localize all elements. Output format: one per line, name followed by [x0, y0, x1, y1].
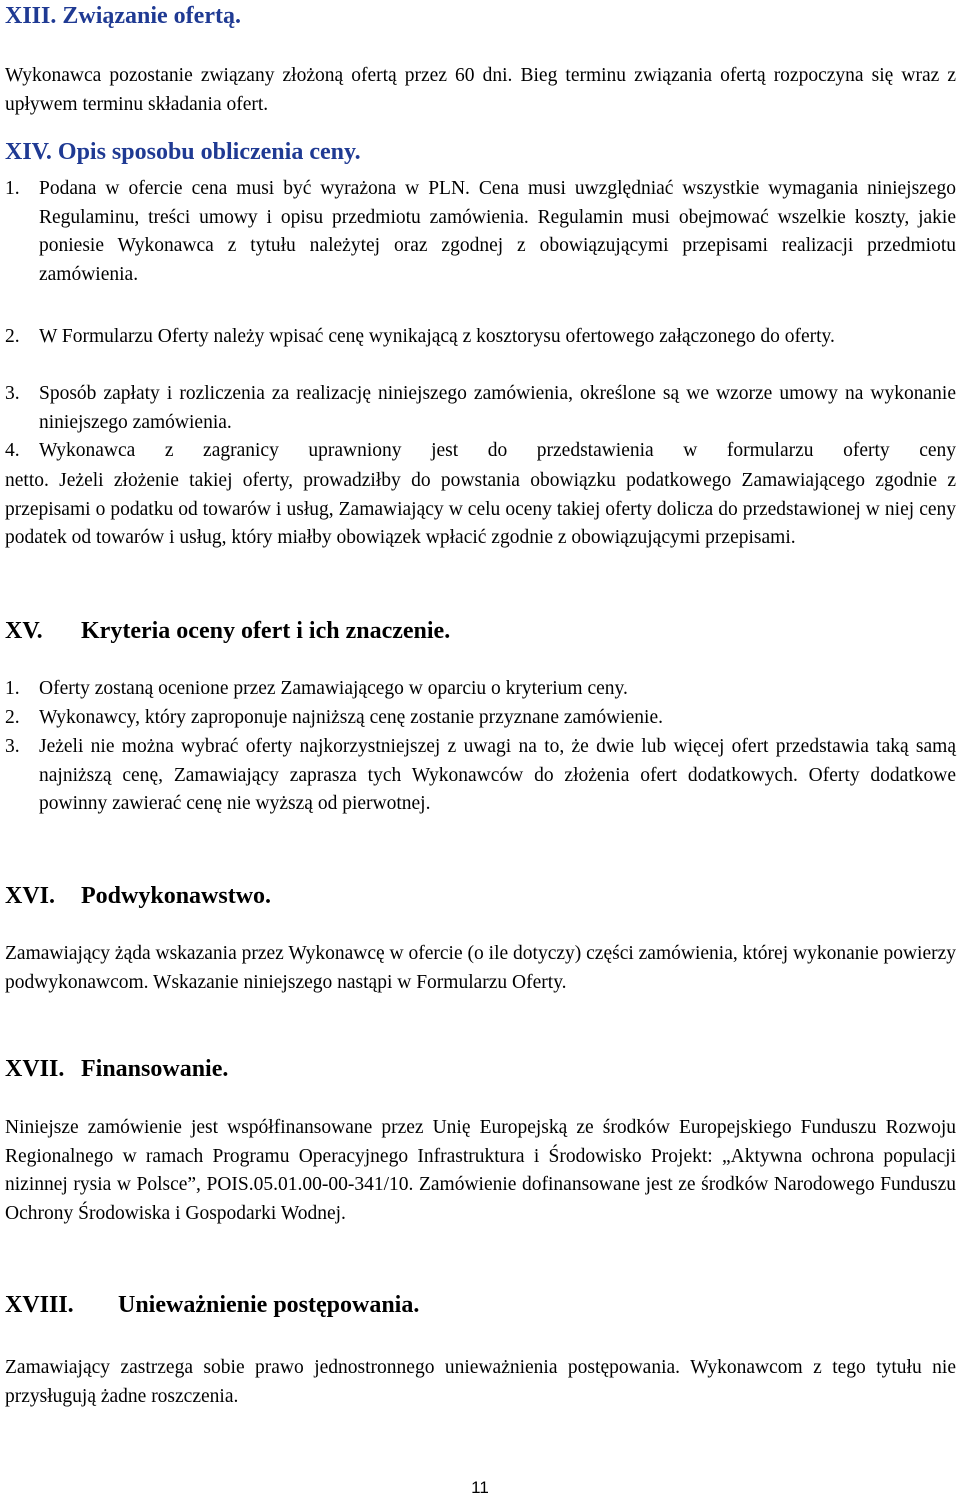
section-14-heading: XIV. Opis sposobu obliczenia ceny.	[5, 139, 361, 165]
list-item-number: 1.	[5, 178, 20, 199]
list-item-text: Jeżeli nie można wybrać oferty najkorzystniejszej z uwagi na to, że dwie lub więcej ofert przedstawia taką samą najniższą cenę, Zamawiający zaprasza tych Wykonawców do złożenia ofert dodatkowych. Oferty dodatkowe powinny zawierać cenę nie wyższą od pierwotnej.	[39, 736, 956, 814]
list-item-number: 1.	[5, 678, 20, 699]
section-16-heading	[5, 882, 271, 910]
list-item-text: Wykonawcy, który zaproponuje najniższą cenę zostanie przyznane zamówienie.	[39, 707, 663, 728]
list-item-text: Sposób zapłaty i rozliczenia za realizację niniejszego zamówienia, określone są we wzorze umowy na wykonanie niniejszego zamówienia.	[39, 383, 956, 433]
list-item-number: 3.	[5, 736, 20, 757]
section-18-text: Zamawiający zastrzega sobie prawo jednostronnego unieważnienia postępowania. Wykonawcom z tego tytułu nie przysługują żadne roszczenia.	[5, 1357, 956, 1407]
list-item	[5, 733, 956, 819]
list-item	[5, 437, 956, 466]
list-item	[5, 704, 956, 733]
list-item-text: Podana w ofercie cena musi być wyrażona w PLN. Cena musi uwzględniać wszystkie wymagania niniejszego Regulaminu, treści umowy i opisu przedmiotu zamówienia. Regulamin musi obejmować wszelkie koszty, jakie poniesie Wykonawca z tytułu należytej oraz zgodnej z obowiązującymi przepisami realizacji przedmiotu zamówienia.	[39, 178, 956, 285]
list-item-text: Oferty zostaną ocenione przez Zamawiającego w oparciu o kryterium ceny.	[39, 678, 628, 699]
section-17-text: Niniejsze zamówienie jest współfinansowane przez Unię Europejską ze środków Europejskiego Funduszu Rozwoju Regionalnego w ramach Programu Operacyjnego Infrastruktura i Środowisko Projekt: „Aktywna ochrona populacji nizinnej rysia w Polsce”, POIS.05.01.00-00-341/10. Zamówienie dofinansowane jest ze środków Narodowego Funduszu Ochrony Środowiska i Gospodarki Wodnej.	[5, 1117, 956, 1224]
section-17-heading	[5, 1055, 228, 1083]
page-number: 11	[471, 1478, 489, 1497]
list-item	[5, 675, 956, 704]
list-item-text: W Formularzu Oferty należy wpisać cenę wynikającą z kosztorysu ofertowego załączonego do oferty.	[39, 326, 835, 347]
list-item-continuation: netto. Jeżeli złożenie takiej oferty, prowadziłby do powstania obowiązku podatkowego Zamawiającego zgodnie z przepisami o podatku od towarów i usług, Zamawiający w celu oceny takiej oferty dolicza do przedstawionej w niej ceny podatek od towarów i usług, który miałby obowiązek wpłacić zgodnie z obowiązującymi przepisami.	[5, 470, 956, 548]
section-title: Unieważnienie postępowania.	[118, 1292, 420, 1318]
list-item-number: 2.	[5, 326, 20, 347]
list-item	[5, 175, 956, 289]
section-16-text: Zamawiający żąda wskazania przez Wykonawcę w ofercie (o ile dotyczy) części zamówienia, której wykonanie powierzy podwykonawcom. Wskazanie niniejszego nastąpi w Formularzu Oferty.	[5, 943, 956, 993]
list-item	[5, 323, 956, 352]
list-item	[5, 380, 956, 437]
section-title: Podwykonawstwo.	[81, 883, 272, 909]
list-item-number: 3.	[5, 383, 20, 404]
section-number: XVII.	[5, 1056, 65, 1082]
section-title: Finansowanie.	[81, 1056, 229, 1082]
list-item-number: 2.	[5, 707, 20, 728]
list-item-number: 4.	[5, 440, 20, 461]
list-item-text: Wykonawca z zagranicy uprawniony jest do przedstawienia w formularzu oferty ceny	[39, 440, 956, 461]
section-13-heading: XIII. Związanie ofertą.	[5, 3, 241, 29]
section-number: XVIII.	[5, 1292, 74, 1318]
section-title: Kryteria oceny ofert i ich znaczenie.	[81, 618, 451, 644]
section-18-heading	[5, 1291, 419, 1319]
section-15-heading	[5, 617, 450, 645]
section-13-text: Wykonawca pozostanie związany złożoną ofertą przez 60 dni. Bieg terminu związania ofertą rozpoczyna się wraz z upływem terminu składania ofert.	[5, 65, 956, 115]
section-number: XVI.	[5, 883, 56, 909]
section-number: XV.	[5, 618, 43, 644]
